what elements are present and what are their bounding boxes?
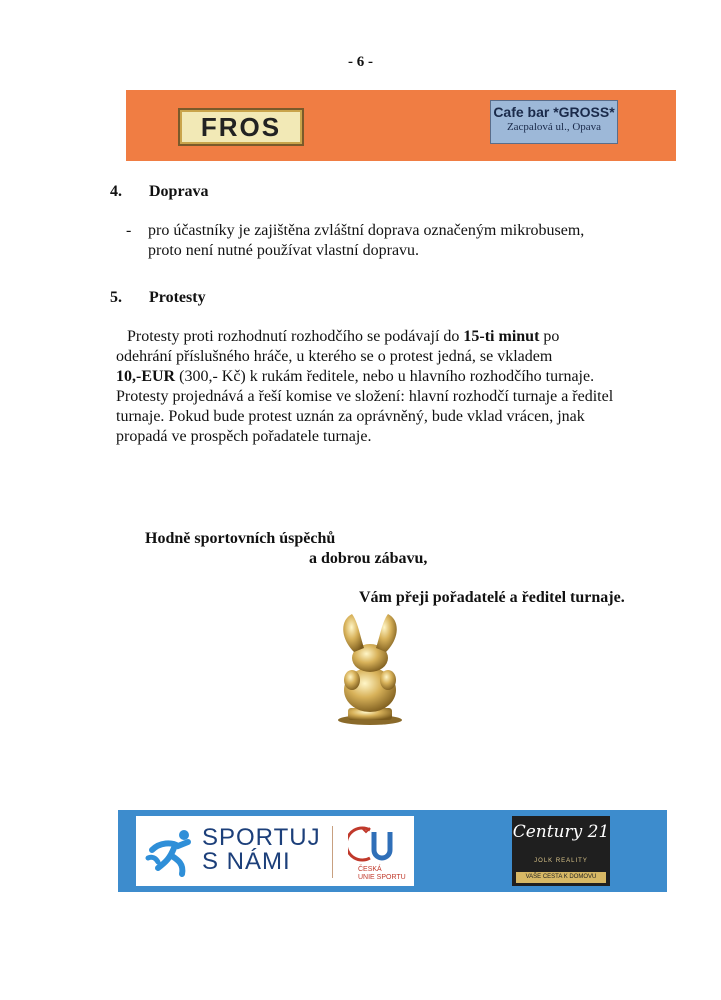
century21-tagline: VAŠE CESTA K DOMOVU [516,872,606,883]
cus-logo-icon [348,824,406,864]
divider [332,826,333,878]
protest-line-6: propadá ve prospěch pořadatele turnaje. [116,428,372,445]
fros-logo: FROS [178,108,304,146]
section-5-title: Protesty [149,289,206,306]
sportuj-panel [136,816,414,886]
closing-line-3: Vám přeji pořadatelé a ředitel turnaje. [359,589,625,606]
transport-line-2: proto není nutné používat vlastní dopravu. [148,242,420,259]
sportuj-slogan: SPORTUJ S NÁMI [202,824,321,875]
protest-line-5: turnaje. Pokud bude protest uznán za oprávněný, bude vklad vrácen, jnak [116,408,585,425]
deadline-emphasis: 15-ti minut [463,328,540,345]
fee-emphasis: 10,-EUR [116,368,176,385]
protest-line-1: Protesty proti rozhodnutí rozhodčího se podávají do 15-ti minut po [127,328,560,345]
century21-office: JOLK REALITY [534,858,588,864]
trophy-icon [324,608,416,726]
section-4-title: Doprava [149,183,209,200]
bullet-dash: - [126,222,132,239]
section-5-number: 5. [110,289,122,306]
protest-line-4: Protesty projednává a řeší komise ve složení: hlavní rozhodčí turnaje a ředitel [116,388,614,405]
cus-caption: ČESKÁ UNIE SPORTU [358,866,406,881]
section-4-number: 4. [110,183,122,200]
century21-wordmark: Century 21 [512,822,610,842]
cafe-address: Zacpalová ul., Opava [506,121,602,133]
protest-line-3: 10,-EUR (300,- Kč) k rukám ředitele, nebo u hlavního rozhodčího turnaje. [116,368,595,385]
runner-icon [144,828,198,878]
closing-line-1: Hodně sportovních úspěchů [145,530,336,547]
top-sponsor-banner [126,90,676,161]
closing-line-2: a dobrou zábavu, [309,550,428,567]
cafe-title: Cafe bar *GROSS* [493,104,615,120]
protest-line-2: odehrání příslušného hráče, u kterého se o protest jedná, se vkladem [116,348,553,365]
bottom-sponsor-banner [118,810,667,892]
century21-logo [512,816,610,886]
page-number: - 6 - [348,54,373,70]
transport-line-1: pro účastníky je zajištěna zvláštní doprava označeným mikrobusem, [148,222,585,239]
cafe-bar-logo [490,100,618,144]
